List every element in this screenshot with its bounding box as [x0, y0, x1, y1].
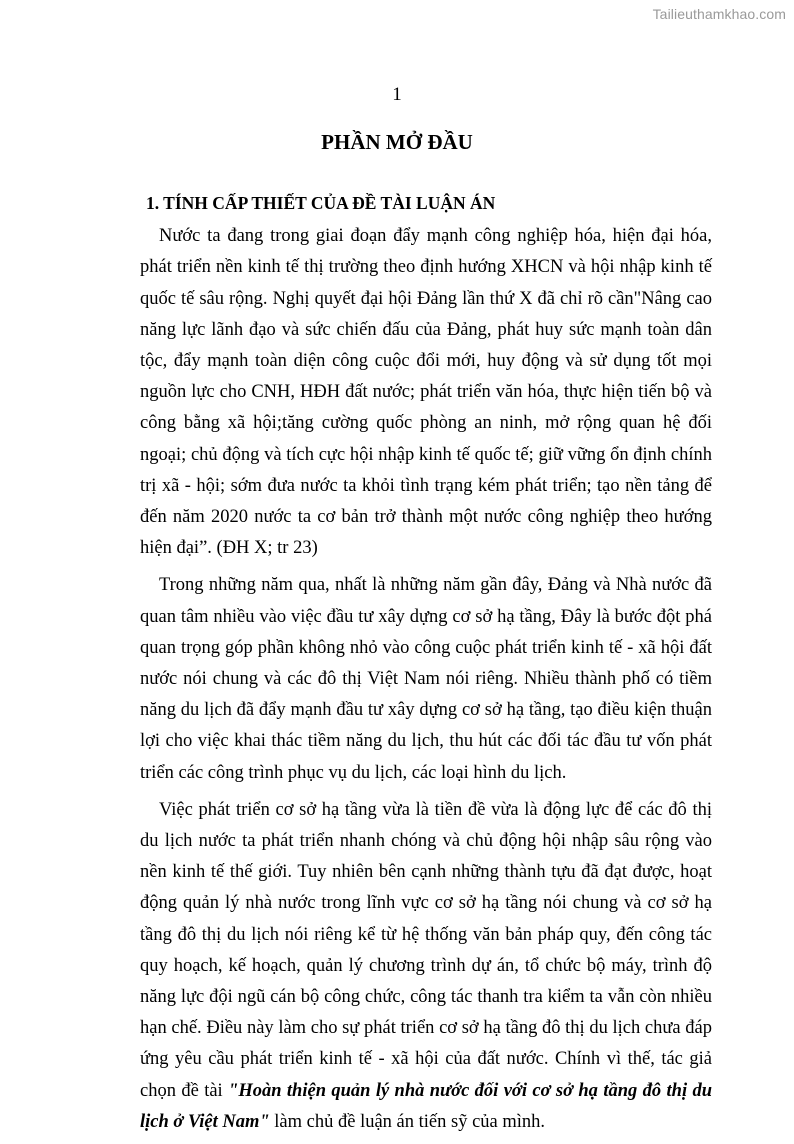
- page-number: 1: [392, 84, 402, 105]
- document-body: [140, 188, 712, 1144]
- section-heading: 1. TÍNH CẤP THIẾT CỦA ĐỀ TÀI LUẬN ÁN: [146, 193, 496, 213]
- watermark: Tailieuthamkhao.com: [652, 6, 786, 22]
- paragraph-3-text: Việc phát triển cơ sở hạ tầng vừa là tiền đề vừa là động lực để các đô thị du lịch nước ta phát triển nhanh chóng và chủ động hội nhập sâu rộng vào nền kinh tế thế giới. Tuy nhiên bên cạnh những thành tựu đã đạt được, hoạt động quản lý nhà nước trong lĩnh vực cơ sở hạ tầng nói chung và cơ sở hạ tầng đô thị du lịch nói riêng kể từ hệ thống văn bản pháp quy, đến công tác quy hoạch, kế hoạch, quản lý chương trình dự án, tổ chức bộ máy, trình độ năng lực đội ngũ cán bộ công chức, công tác thanh tra kiểm ta vẫn còn nhiều hạn chế. Điều này làm cho sự phát triển cơ sở hạ tầng đô thị du lịch chưa đáp ứng yêu cầu phát triển kinh tế - xã hội của đất nước. Chính vì thế, tác giả chọn đề tài: [140, 799, 712, 1101]
- paragraph-1: Nước ta đang trong giai đoạn đẩy mạnh công nghiệp hóa, hiện đại hóa, phát triển nền kinh tế thị trường theo định hướng XHCN và hội nhập kinh tế quốc tế sâu rộng. Nghị quyết đại hội Đảng lần thứ X đã chỉ rõ cần"Nâng cao năng lực lãnh đạo và sức chiến đấu của Đảng, phát huy sức mạnh toàn dân tộc, đẩy mạnh toàn diện công cuộc đổi mới, huy động và sử dụng tốt mọi nguồn lực cho CNH, HĐH đất nước; phát triển văn hóa, thực hiện tiến bộ và công bằng xã hội;tăng cường quốc phòng an ninh, mở rộng quan hệ đối ngoại; chủ động và tích cực hội nhập kinh tế quốc tế; giữ vững ổn định chính trị xã - hội; sớm đưa nước ta khỏi tình trạng kém phát triển; tạo nền tảng để đến năm 2020 nước ta cơ bản trở thành một nước công nghiệp theo hướng hiện đại”. (ĐH X; tr 23): [140, 226, 712, 559]
- paragraph-2: Trong những năm qua, nhất là những năm gần đây, Đảng và Nhà nước đã quan tâm nhiều vào việc đầu tư xây dựng cơ sở hạ tầng, Đây là bước đột phá quan trọng góp phần không nhỏ vào công cuộc phát triển kinh tế - xã hội đất nước nói chung và các đô thị Việt Nam nói riêng. Nhiều thành phố có tiềm năng du lịch đã đẩy mạnh đầu tư xây dựng cơ sở hạ tầng, tạo điều kiện thuận lợi cho việc khai thác tiềm năng du lịch, thu hút các đối tác đầu tư vốn phát triển các công trình phục vụ du lịch, các loại hình du lịch.: [140, 575, 712, 783]
- page-title: PHẦN MỞ ĐẦU: [321, 130, 473, 154]
- paragraph-3: [140, 795, 712, 1138]
- thesis-title-emphasis: "Hoàn thiện quản lý nhà nước đối với cơ sở hạ tầng đô thị du lịch ở Việt Nam": [140, 1080, 713, 1132]
- paragraph-3-tail: làm chủ đề luận án tiến sỹ của mình.: [269, 1111, 546, 1132]
